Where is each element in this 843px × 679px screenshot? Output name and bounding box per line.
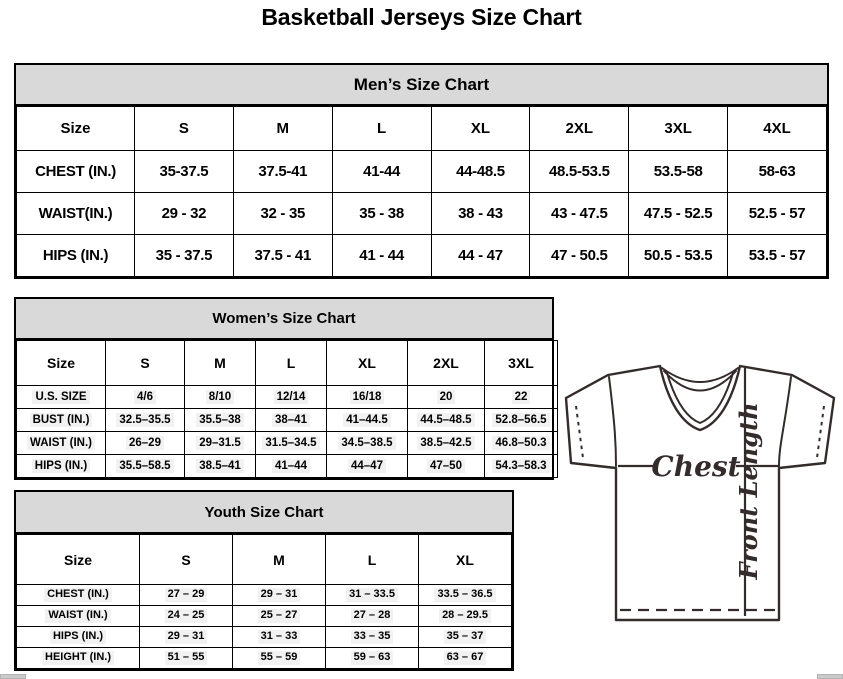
size-value-cell: 35 - 37.5 — [135, 235, 234, 277]
cell-text: 51 – 55 — [165, 651, 208, 665]
size-value-cell — [233, 585, 326, 606]
cell-text: BUST (IN.) — [30, 413, 93, 427]
size-value-cell — [256, 409, 327, 432]
cell-text: 54.3–58.3 — [492, 459, 549, 473]
size-column-header: 3XL — [485, 341, 558, 386]
cell-text: WAIST (IN.) — [45, 609, 110, 623]
size-value-cell: 41-44 — [332, 151, 431, 193]
cell-text: HEIGHT (IN.) — [42, 651, 114, 665]
size-value-cell — [106, 386, 185, 409]
cell-text: 29 – 31 — [258, 588, 301, 602]
cell-text: 47–50 — [427, 459, 465, 473]
cell-text: 22 — [512, 390, 531, 404]
size-column-header: XL — [419, 535, 512, 585]
cell-text: 41–44 — [272, 459, 310, 473]
measurement-row — [17, 409, 558, 432]
size-value-cell — [106, 409, 185, 432]
size-value-cell — [106, 455, 185, 478]
size-value-cell — [233, 606, 326, 627]
youth-table — [16, 534, 512, 669]
cell-text: 35.5–38 — [196, 413, 244, 427]
measurement-row-label — [17, 432, 106, 455]
size-value-cell — [327, 386, 408, 409]
size-column-header: XL — [327, 341, 408, 386]
size-value-cell — [140, 648, 233, 669]
column-header-row — [17, 341, 558, 386]
measurement-row-label — [17, 606, 140, 627]
cell-text: 29 – 31 — [165, 630, 208, 644]
chest-label: Chest — [651, 450, 741, 483]
cell-text: 25 – 27 — [258, 609, 301, 623]
size-value-cell: 29 - 32 — [135, 193, 234, 235]
measurement-row — [17, 193, 827, 235]
cell-text: 27 – 29 — [165, 588, 208, 602]
size-value-cell — [408, 432, 485, 455]
size-value-cell — [326, 585, 419, 606]
size-column-header: 3XL — [629, 107, 728, 151]
cell-text: 31 – 33.5 — [346, 588, 398, 602]
measurement-row — [17, 606, 512, 627]
scrollbar-left-button[interactable] — [0, 674, 26, 679]
size-value-cell — [419, 627, 512, 648]
womens-size-chart-table — [14, 297, 554, 480]
size-value-cell — [408, 386, 485, 409]
size-column-header: S — [106, 341, 185, 386]
youth-size-chart-table — [14, 490, 514, 671]
cell-text: 16/18 — [350, 390, 385, 404]
size-value-cell — [140, 627, 233, 648]
size-value-cell — [326, 627, 419, 648]
mens-size-chart-table — [14, 63, 829, 279]
size-value-cell — [327, 455, 408, 478]
cell-text: 46.8–50.3 — [492, 436, 549, 450]
size-value-cell: 58-63 — [728, 151, 827, 193]
cell-text: 29–31.5 — [196, 436, 244, 450]
size-value-cell: 48.5-53.5 — [530, 151, 629, 193]
measurement-row — [17, 151, 827, 193]
size-value-cell — [106, 432, 185, 455]
cell-text: 27 – 28 — [351, 609, 394, 623]
column-header-row — [17, 535, 512, 585]
size-value-cell: 32 - 35 — [233, 193, 332, 235]
size-value-cell — [185, 386, 256, 409]
cell-text: 8/10 — [206, 390, 234, 404]
column-header-row — [17, 107, 827, 151]
cell-text: 28 – 29.5 — [439, 609, 491, 623]
size-corner-header: Size — [17, 107, 135, 151]
size-value-cell — [185, 432, 256, 455]
cell-text: 33 – 35 — [351, 630, 394, 644]
measurement-row — [17, 432, 558, 455]
cell-text: 20 — [437, 390, 456, 404]
size-value-cell: 47.5 - 52.5 — [629, 193, 728, 235]
cell-text: 34.5–38.5 — [338, 436, 395, 450]
cell-text: 24 – 25 — [165, 609, 208, 623]
size-corner-header: Size — [17, 341, 106, 386]
size-value-cell — [256, 386, 327, 409]
size-value-cell: 37.5-41 — [233, 151, 332, 193]
cell-text: 38.5–41 — [196, 459, 244, 473]
size-value-cell: 44-48.5 — [431, 151, 530, 193]
cell-text: WAIST (IN.) — [27, 436, 95, 450]
size-column-header: 2XL — [530, 107, 629, 151]
scrollbar-right-button[interactable] — [817, 674, 843, 679]
measurement-row-label — [17, 648, 140, 669]
size-value-cell — [485, 386, 558, 409]
cell-text: 31.5–34.5 — [262, 436, 319, 450]
size-value-cell: 52.5 - 57 — [728, 193, 827, 235]
cell-text: 44–47 — [348, 459, 386, 473]
jersey-measurement-diagram — [556, 352, 843, 630]
size-value-cell — [419, 648, 512, 669]
measurement-row-label — [17, 409, 106, 432]
size-value-cell — [140, 585, 233, 606]
measurement-row-label: WAIST(IN.) — [17, 193, 135, 235]
cell-text: 35.5–58.5 — [116, 459, 173, 473]
size-value-cell: 41 - 44 — [332, 235, 431, 277]
size-value-cell — [327, 432, 408, 455]
size-column-header: 2XL — [408, 341, 485, 386]
measurement-row — [17, 455, 558, 478]
size-value-cell: 53.5 - 57 — [728, 235, 827, 277]
size-value-cell — [233, 648, 326, 669]
size-column-header: XL — [431, 107, 530, 151]
cell-text: U.S. SIZE — [32, 390, 89, 404]
mens-chart-title: Men’s Size Chart — [16, 65, 827, 106]
size-column-header: L — [332, 107, 431, 151]
jersey-dashed-lines — [576, 406, 824, 610]
measurement-row — [17, 585, 512, 606]
size-value-cell — [256, 455, 327, 478]
measurement-row — [17, 386, 558, 409]
size-value-cell — [485, 432, 558, 455]
measurement-row-label — [17, 386, 106, 409]
cell-text: CHEST (IN.) — [44, 588, 112, 602]
front-length-label: Front Length — [734, 402, 763, 580]
cell-text: 38.5–42.5 — [417, 436, 474, 450]
measurement-row-label — [17, 627, 140, 648]
size-column-header: M — [185, 341, 256, 386]
cell-text: 31 – 33 — [258, 630, 301, 644]
cell-text: 4/6 — [134, 390, 156, 404]
size-value-cell: 50.5 - 53.5 — [629, 235, 728, 277]
size-value-cell — [408, 409, 485, 432]
size-column-header: M — [233, 535, 326, 585]
cell-text: 55 – 59 — [258, 651, 301, 665]
cell-text: 12/14 — [274, 390, 309, 404]
cell-text: 32.5–35.5 — [116, 413, 173, 427]
size-value-cell: 43 - 47.5 — [530, 193, 629, 235]
size-column-header: S — [135, 107, 234, 151]
size-value-cell — [233, 627, 326, 648]
size-value-cell — [256, 432, 327, 455]
size-value-cell: 37.5 - 41 — [233, 235, 332, 277]
measurement-row — [17, 235, 827, 277]
cell-text: 63 – 67 — [444, 651, 487, 665]
size-value-cell — [419, 585, 512, 606]
womens-chart-title: Women’s Size Chart — [16, 299, 552, 340]
size-value-cell: 53.5-58 — [629, 151, 728, 193]
size-value-cell — [185, 455, 256, 478]
page-title: Basketball Jerseys Size Chart — [261, 4, 582, 30]
size-value-cell — [185, 409, 256, 432]
size-value-cell — [326, 606, 419, 627]
cell-text: 44.5–48.5 — [417, 413, 474, 427]
measurement-row — [17, 648, 512, 669]
size-corner-header: Size — [17, 535, 140, 585]
cell-text: 26–29 — [126, 436, 164, 450]
cell-text: 35 – 37 — [444, 630, 487, 644]
measurement-row-label: CHEST (IN.) — [17, 151, 135, 193]
size-value-cell — [485, 409, 558, 432]
size-value-cell: 35-37.5 — [135, 151, 234, 193]
size-column-header: 4XL — [728, 107, 827, 151]
size-value-cell: 44 - 47 — [431, 235, 530, 277]
size-value-cell: 35 - 38 — [332, 193, 431, 235]
measurement-row — [17, 627, 512, 648]
jersey-outline — [566, 366, 834, 620]
cell-text: 52.8–56.5 — [492, 413, 549, 427]
mens-table — [16, 106, 827, 277]
size-value-cell — [326, 648, 419, 669]
cell-text: 38–41 — [272, 413, 310, 427]
cell-text: HIPS (IN.) — [32, 459, 90, 473]
youth-chart-title: Youth Size Chart — [16, 492, 512, 534]
size-value-cell — [419, 606, 512, 627]
cell-text: 33.5 – 36.5 — [434, 588, 495, 602]
measurement-row-label — [17, 455, 106, 478]
cell-text: HIPS (IN.) — [50, 630, 106, 644]
size-value-cell — [408, 455, 485, 478]
size-column-header: M — [233, 107, 332, 151]
cell-text: 41–44.5 — [343, 413, 391, 427]
womens-table — [16, 340, 558, 478]
measurement-row-label: HIPS (IN.) — [17, 235, 135, 277]
size-value-cell — [327, 409, 408, 432]
size-value-cell — [485, 455, 558, 478]
measurement-row-label — [17, 585, 140, 606]
size-column-header: L — [256, 341, 327, 386]
size-column-header: L — [326, 535, 419, 585]
size-value-cell: 38 - 43 — [431, 193, 530, 235]
cell-text: 59 – 63 — [351, 651, 394, 665]
size-column-header: S — [140, 535, 233, 585]
size-value-cell: 47 - 50.5 — [530, 235, 629, 277]
size-value-cell — [140, 606, 233, 627]
